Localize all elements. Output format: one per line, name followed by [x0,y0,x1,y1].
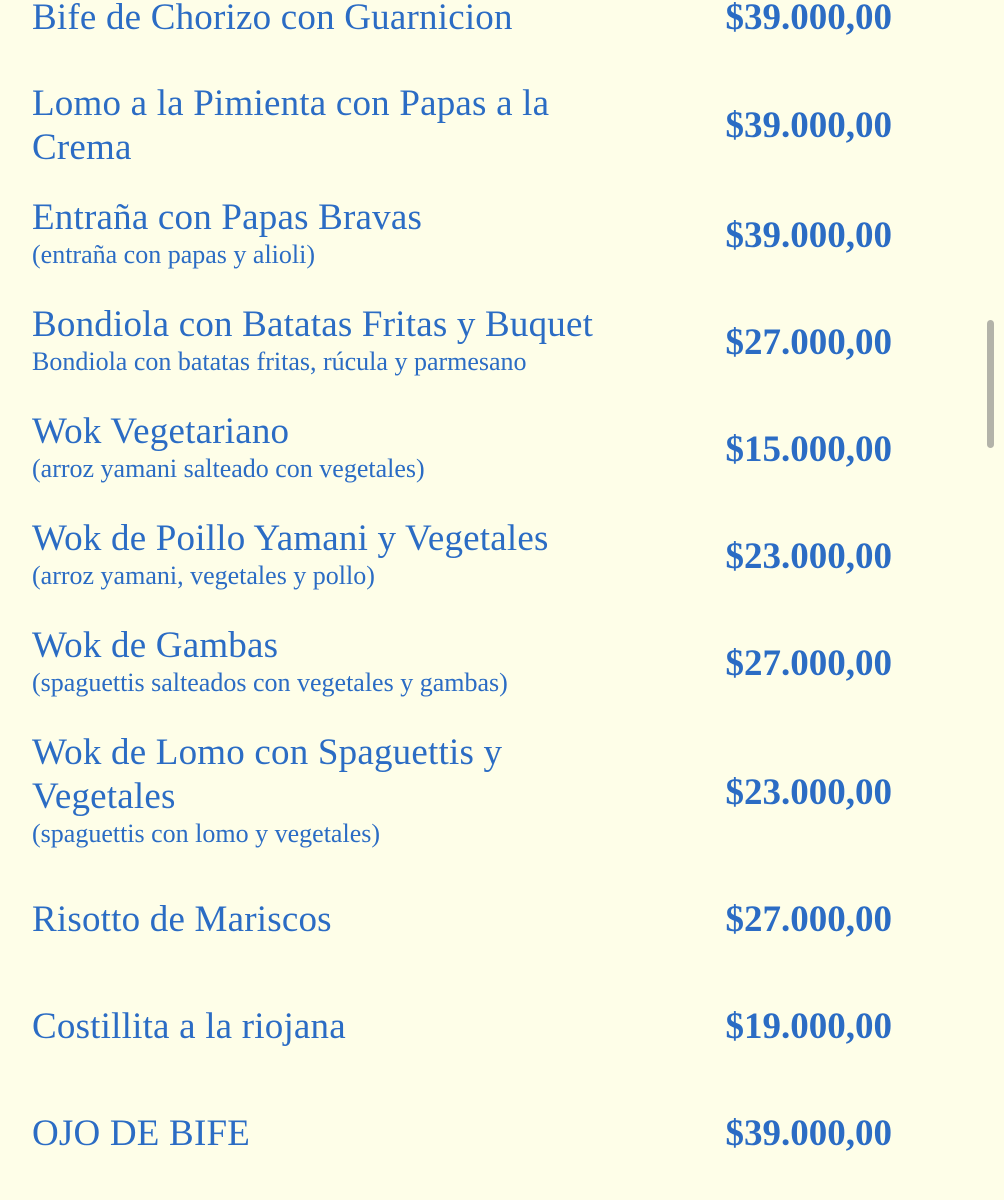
menu-item-name: Wok de Poillo Yamani y Vegetales [32,518,549,559]
menu-item-info [32,1112,672,1156]
menu-item-price: $39.000,00 [725,105,892,146]
menu-item-info [32,82,632,170]
menu-item-name: Bondiola con Batatas Fritas y Buquet [32,304,594,345]
menu-item-info [32,731,592,849]
menu-item-name: Wok Vegetariano [32,411,290,452]
menu-item[interactable] [32,1005,892,1049]
menu-item-price: $39.000,00 [725,1113,892,1154]
menu-item[interactable] [32,731,892,851]
menu-item-info [32,410,672,484]
menu-item-info [32,303,692,377]
menu-item-description: Bondiola con batatas fritas, rúcula y parmesano [32,347,527,376]
menu-item-description: (arroz yamani salteado con vegetales) [32,454,425,483]
menu-item-price: $23.000,00 [725,536,892,577]
menu-item-info [32,898,672,942]
menu-item-price: $23.000,00 [725,772,892,813]
menu-item-name: Bife de Chorizo con Guarnicion [32,0,513,38]
menu-item[interactable] [32,624,892,700]
menu-item-price: $39.000,00 [725,215,892,256]
menu-item-price: $27.000,00 [725,322,892,363]
menu-item[interactable] [32,196,892,272]
menu-item-info [32,624,672,698]
menu-item-price: $27.000,00 [725,899,892,940]
menu-item-info [32,0,672,40]
menu-item[interactable] [32,303,892,379]
menu-item-description: (spaguettis con lomo y vegetales) [32,819,381,848]
vertical-scrollbar[interactable] [987,320,994,448]
menu-item-price: $15.000,00 [725,429,892,470]
menu-item-name: Costillita a la riojana [32,1006,346,1047]
menu-item[interactable] [32,0,892,40]
menu-item[interactable] [32,1112,892,1156]
menu-item[interactable] [32,410,892,486]
menu-item[interactable] [32,517,892,593]
menu-item-name: OJO DE BIFE [32,1113,251,1154]
menu-item-name: Lomo a la Pimienta con Papas a la Crema [32,83,550,168]
menu-item[interactable] [32,898,892,942]
menu-item-price: $27.000,00 [725,643,892,684]
menu-item-info [32,196,672,270]
menu-item-name: Wok de Lomo con Spaguettis y Vegetales [32,732,503,817]
menu-item-description: (entraña con papas y alioli) [32,240,315,269]
menu-item-description: (spaguettis salteados con vegetales y gambas) [32,668,508,697]
menu-item-info [32,517,672,591]
menu-item-price: $19.000,00 [725,1006,892,1047]
menu-item[interactable] [32,82,892,170]
menu-item-description: (arroz yamani, vegetales y pollo) [32,561,375,590]
menu-item-price: $39.000,00 [725,0,892,38]
menu-item-name: Risotto de Mariscos [32,899,332,940]
menu-item-info [32,1005,672,1049]
menu-item-name: Entraña con Papas Bravas [32,197,423,238]
menu-item-name: Wok de Gambas [32,625,279,666]
